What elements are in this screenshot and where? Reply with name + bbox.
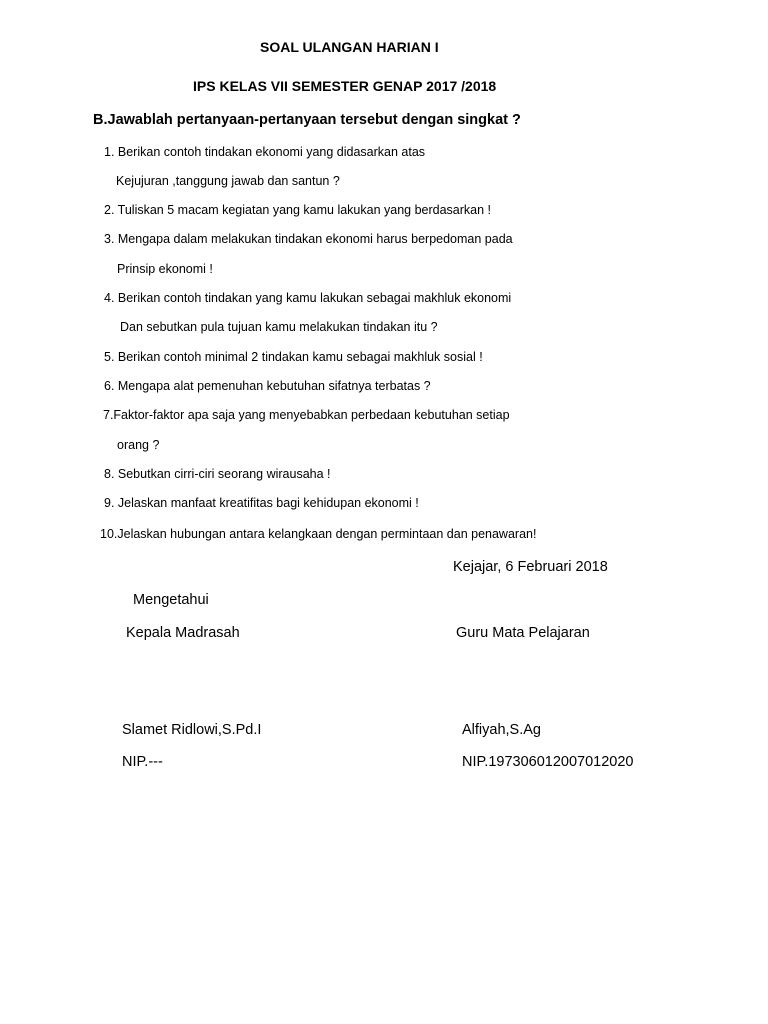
question-4-line-2: Dan sebutkan pula tujuan kamu melakukan tindakan itu ? [120,320,438,334]
question-2-line-1: 2. Tuliskan 5 macam kegiatan yang kamu lakukan yang berdasarkan ! [104,203,492,217]
question-8-line-1: 8. Sebutkan cirri-ciri seorang wirausaha ! [104,467,331,481]
question-4-line-1: 4. Berikan contoh tindakan yang kamu lakukan sebagai makhluk ekonomi [104,291,512,305]
headmaster-nip: NIP.--- [122,754,163,770]
teacher-name: Alfiyah,S.Ag [462,722,541,738]
question-9-line-1: 9. Jelaskan manfaat kreatifitas bagi kehidupan ekonomi ! [104,496,419,510]
place-date: Kejajar, 6 Februari 2018 [453,559,608,575]
question-7-line-2: orang ? [117,438,160,452]
question-3-line-1: 3. Mengapa dalam melakukan tindakan ekonomi harus berpedoman pada [104,232,513,246]
teacher-role: Guru Mata Pelajaran [456,625,590,641]
question-1-line-1: 1. Berikan contoh tindakan ekonomi yang didasarkan atas [104,145,426,159]
document-title: SOAL ULANGAN HARIAN I [260,39,439,55]
acknowledged-label: Mengetahui [133,592,209,608]
question-3-line-2: Prinsip ekonomi ! [117,262,213,276]
question-7-line-1: 7.Faktor-faktor apa saja yang menyebabkan perbedaan kebutuhan setiap [103,408,510,422]
question-6-line-1: 6. Mengapa alat pemenuhan kebutuhan sifatnya terbatas ? [104,379,431,393]
headmaster-role: Kepala Madrasah [126,625,240,641]
headmaster-name: Slamet Ridlowi,S.Pd.I [122,722,262,738]
question-10-line-1: 10.Jelaskan hubungan antara kelangkaan dengan permintaan dan penawaran! [100,527,537,541]
document-subtitle: IPS KELAS VII SEMESTER GENAP 2017 /2018 [193,78,497,94]
question-1-line-2: Kejujuran ,tanggung jawab dan santun ? [116,174,340,188]
teacher-nip: NIP.197306012007012020 [462,754,634,770]
question-5-line-1: 5. Berikan contoh minimal 2 tindakan kamu sebagai makhluk sosial ! [104,350,483,364]
section-instruction: B.Jawablah pertanyaan-pertanyaan tersebut dengan singkat ? [93,112,521,128]
